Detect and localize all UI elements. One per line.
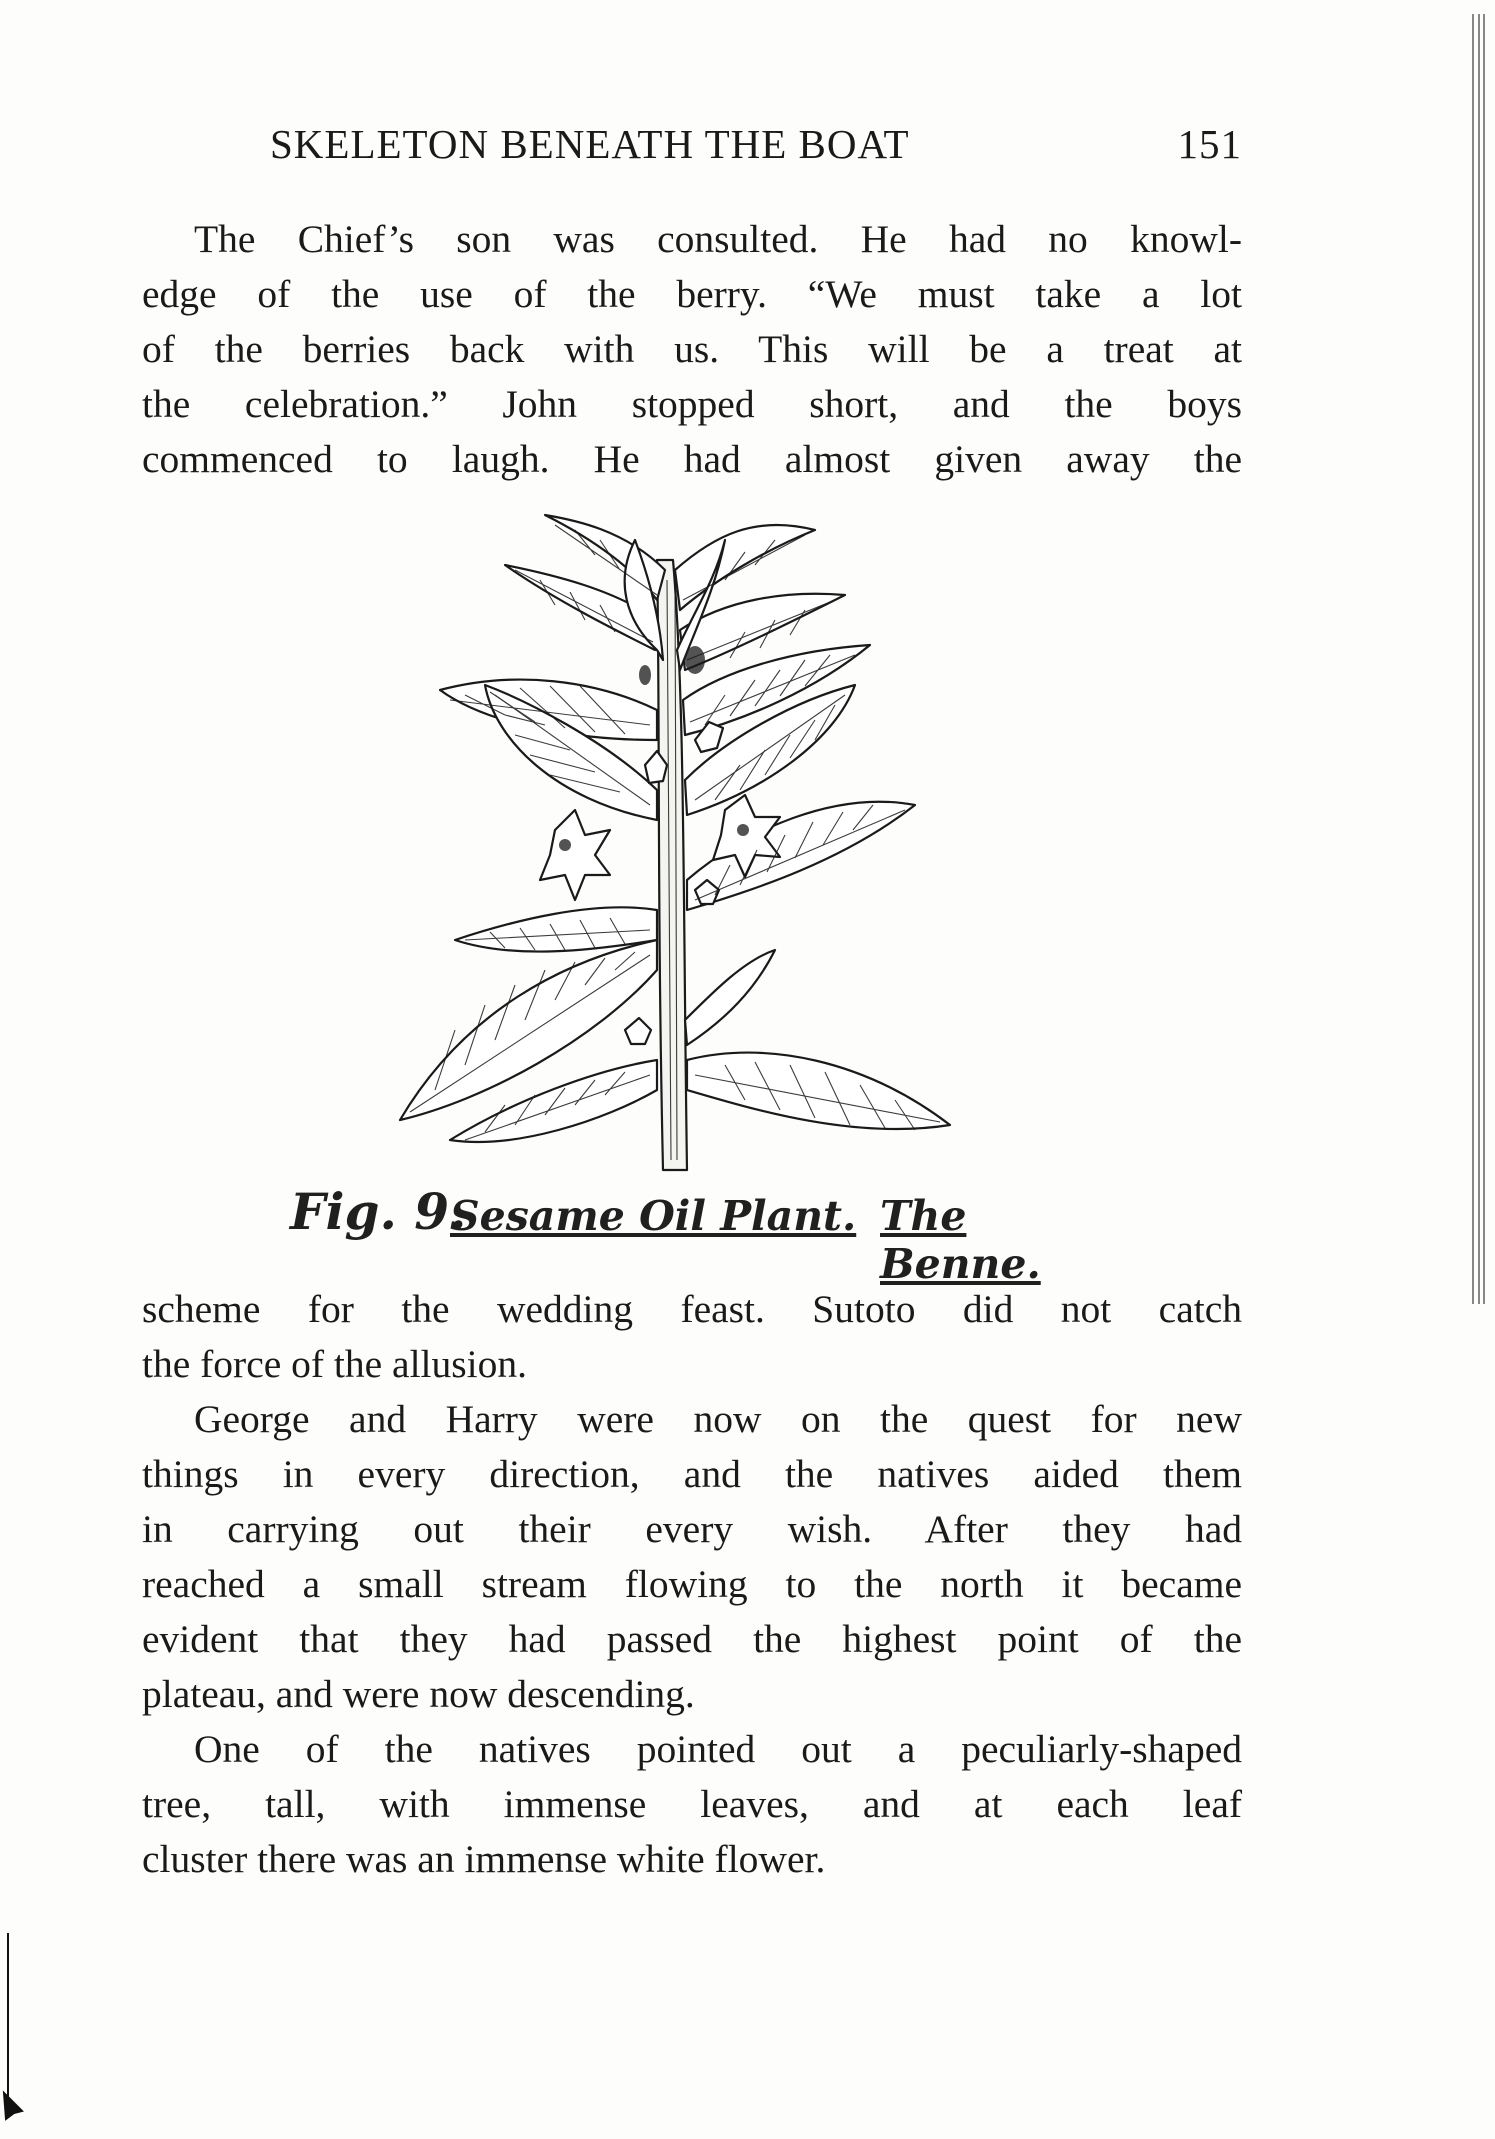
paragraph-line: tree, tall, with immense leaves, and at each leaf: [142, 1782, 1242, 1826]
paragraph-line: in carrying out their every wish. After they had: [142, 1507, 1242, 1551]
paragraph-line: commenced to laugh. He had almost given away the: [142, 437, 1242, 481]
scan-edge-lines: [1465, 14, 1495, 1304]
paragraph-line: plateau, and were now descending.: [142, 1672, 695, 1716]
figure-caption: [290, 1182, 1110, 1288]
paragraph-line: The Chief’s son was consulted. He had no knowl-: [194, 217, 1242, 261]
page-number: 151: [1177, 121, 1242, 167]
paragraph-line: the celebration.” John stopped short, and the boys: [142, 382, 1242, 426]
running-title: SKELETON BENEATH THE BOAT: [270, 121, 910, 167]
running-header: [270, 112, 1242, 172]
paragraph-line: George and Harry were now on the quest for new: [194, 1397, 1242, 1441]
paragraph-line: evident that they had passed the highest point of the: [142, 1617, 1242, 1661]
figure-alt-name: The Benne.: [880, 1192, 1041, 1288]
figure-name: Sesame Oil Plant.: [450, 1192, 857, 1240]
paragraph-line: One of the natives pointed out a peculiarly-shaped: [194, 1727, 1242, 1771]
paragraph-line: reached a small stream flowing to the north it became: [142, 1562, 1242, 1606]
paragraph-line: scheme for the wedding feast. Sutoto did not catch: [142, 1287, 1242, 1331]
sesame-plant-illustration: [395, 500, 955, 1180]
paragraph-line: edge of the use of the berry. “We must take a lot: [142, 272, 1242, 316]
paragraph-line: of the berries back with us. This will be a treat at: [142, 327, 1242, 371]
paragraph-line: things in every direction, and the natives aided them: [142, 1452, 1242, 1496]
paragraph-line: cluster there was an immense white flower.: [142, 1837, 826, 1881]
scan-corner-mark: [0, 1933, 40, 2123]
figure-label: Fig. 9.: [290, 1182, 467, 1241]
paragraph-line: the force of the allusion.: [142, 1342, 527, 1386]
plant-drawing: [395, 500, 955, 1180]
